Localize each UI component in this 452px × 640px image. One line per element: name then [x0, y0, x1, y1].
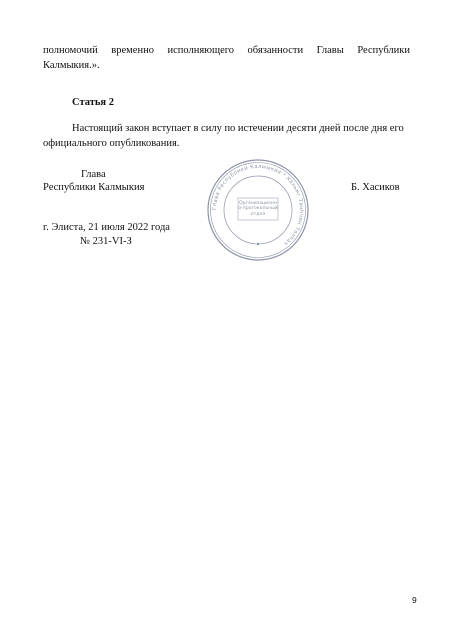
- signer-name: Б. Хасиков: [351, 182, 400, 193]
- article-text-line-1: Настоящий закон вступает в силу по истечении десяти дней после дня его: [72, 123, 404, 134]
- article-text-line-2: официального опубликования.: [43, 138, 180, 149]
- issue-place-date: г. Элиста, 21 июля 2022 года: [43, 222, 170, 233]
- seal-inner-text: Организационно-протокольный отдел: [238, 200, 278, 217]
- signature-position-line-1: Глава: [81, 169, 106, 180]
- signature-position-line-2: Республики Калмыкия: [43, 182, 145, 193]
- article-title: Статья 2: [72, 97, 114, 108]
- paragraph-top-line-1: полномочий временно исполняющего обязанности Главы Республики: [43, 45, 410, 56]
- seal-star-mark: [257, 243, 259, 245]
- page-number: 9: [412, 595, 417, 605]
- law-number: № 231-VI-З: [80, 236, 132, 247]
- official-seal-stamp: [206, 158, 310, 262]
- paragraph-top-line-2: Калмыкия.».: [43, 60, 100, 71]
- seal-outer-text: Глава Республики Калмыкия * Хальмг Таңһчин Толһач: [211, 163, 305, 247]
